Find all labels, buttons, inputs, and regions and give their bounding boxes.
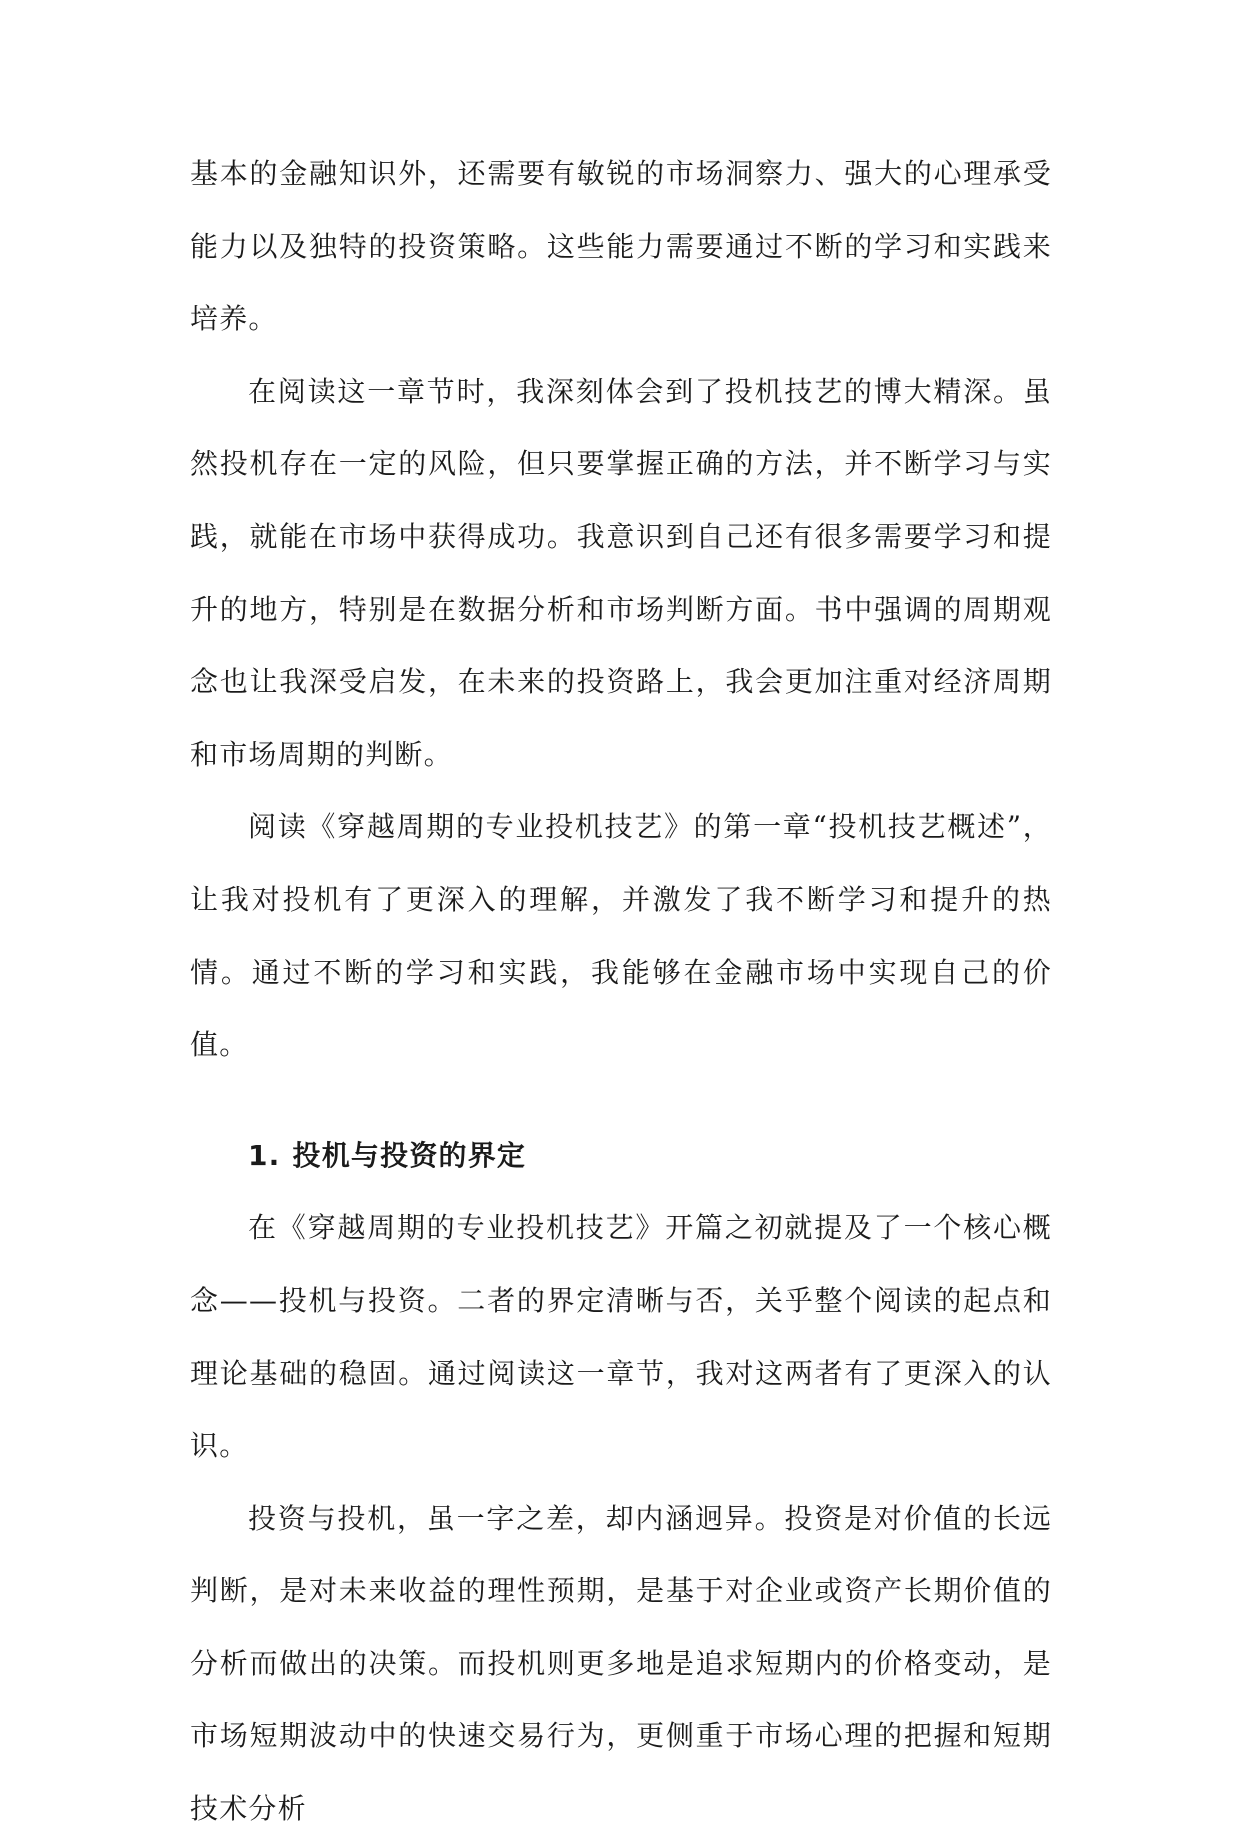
paragraph-2: 在阅读这一章节时，我深刻体会到了投机技艺的博大精深。虽然投机存在一定的风险，但只要掌握正确的方法，并不断学习与实践，就能在市场中获得成功。我意识到自己还有很多需要学习和提升的地方，特别是在数据分析和市场判断方面。书中强调的周期观念也让我深受启发，在未来的投资路上，我会更加注重对经济周期和市场周期的判断。 xyxy=(190,374,1052,771)
section-number: 1. xyxy=(248,1138,281,1172)
paragraph-5: 投资与投机，虽一字之差，却内涵迥异。投资是对价值的长远判断，是对未来收益的理性预期，是基于对企业或资产长期价值的分析而做出的决策。而投机则更多地是追求短期内的价格变动，是市场短期波动中的快速交易行为，更侧重于市场心理的把握和短期技术分析 xyxy=(190,1501,1052,1826)
document-body xyxy=(190,138,1052,1846)
paragraph-1: 基本的金融知识外，还需要有敏锐的市场洞察力、强大的心理承受能力以及独特的投资策略。这些能力需要通过不断的学习和实践来培养。 xyxy=(190,157,1052,336)
section-heading xyxy=(190,1120,1052,1193)
section-title: 投机与投资的界定 xyxy=(292,1138,527,1172)
paragraph-3: 阅读《穿越周期的专业投机技艺》的第一章“投机技艺概述”，让我对投机有了更深入的理解，并激发了我不断学习和提升的热情。通过不断的学习和实践，我能够在金融市场中实现自己的价值。 xyxy=(190,810,1052,1062)
section-spacer xyxy=(190,1082,1052,1120)
paragraph-4: 在《穿越周期的专业投机技艺》开篇之初就提及了一个核心概念——投机与投资。二者的界定清晰与否，关乎整个阅读的起点和理论基础的稳固。通过阅读这一章节，我对这两者有了更深入的认识。 xyxy=(190,1211,1052,1463)
